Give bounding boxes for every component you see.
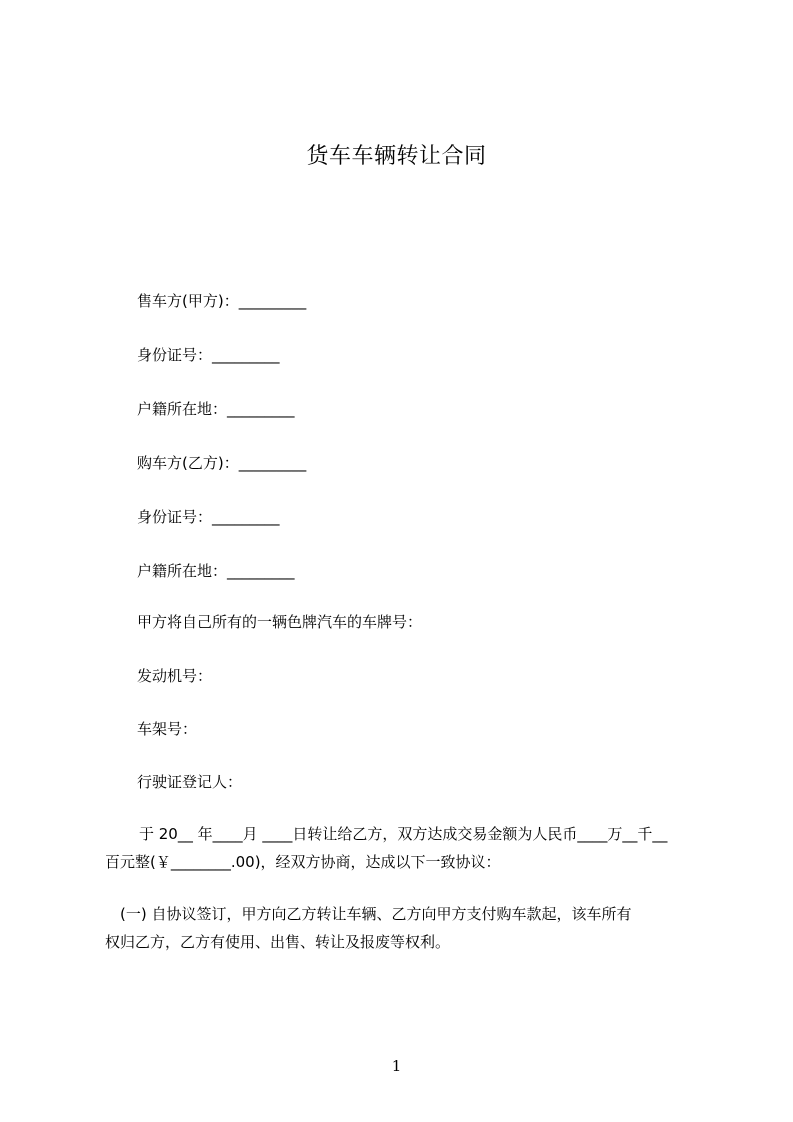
transfer-paragraph-line2: 百元整(￥________.00)，经双方协商，达成以下一致协议： <box>105 853 501 871</box>
frame-number-field: 车架号： <box>137 720 198 738</box>
seller-address-field: 户籍所在地：_________ <box>137 400 295 418</box>
vehicle-plate-field: 甲方将自己所有的一辆色牌汽车的车牌号： <box>137 613 423 631</box>
document-title: 货车车辆转让合同 <box>306 144 487 169</box>
buyer-address-field: 户籍所在地：_________ <box>137 562 295 580</box>
page-number: 1 <box>391 1057 402 1075</box>
transfer-paragraph <box>105 820 705 876</box>
buyer-name-field: 购车方(乙方)：_________ <box>137 454 307 472</box>
transfer-paragraph-line1: 于 20__ 年____月 ____日转让给乙方，双方达成交易金额为人民币____万__千__ <box>139 825 668 843</box>
clause-one-line2: 权归乙方，乙方有使用、出售、转让及报废等权利。 <box>105 933 451 951</box>
clause-one-line1: (一) 自协议签订，甲方向乙方转让车辆、乙方向甲方支付购车款起，该车所有 <box>120 905 632 923</box>
engine-number-field: 发动机号： <box>137 667 213 685</box>
seller-name-field: 售车方(甲方)：_________ <box>137 292 307 310</box>
clause-one-paragraph <box>105 900 705 956</box>
license-registrant-field: 行驶证登记人： <box>137 773 243 791</box>
buyer-id-field: 身份证号：_________ <box>137 508 280 526</box>
seller-id-field: 身份证号：_________ <box>137 346 280 364</box>
